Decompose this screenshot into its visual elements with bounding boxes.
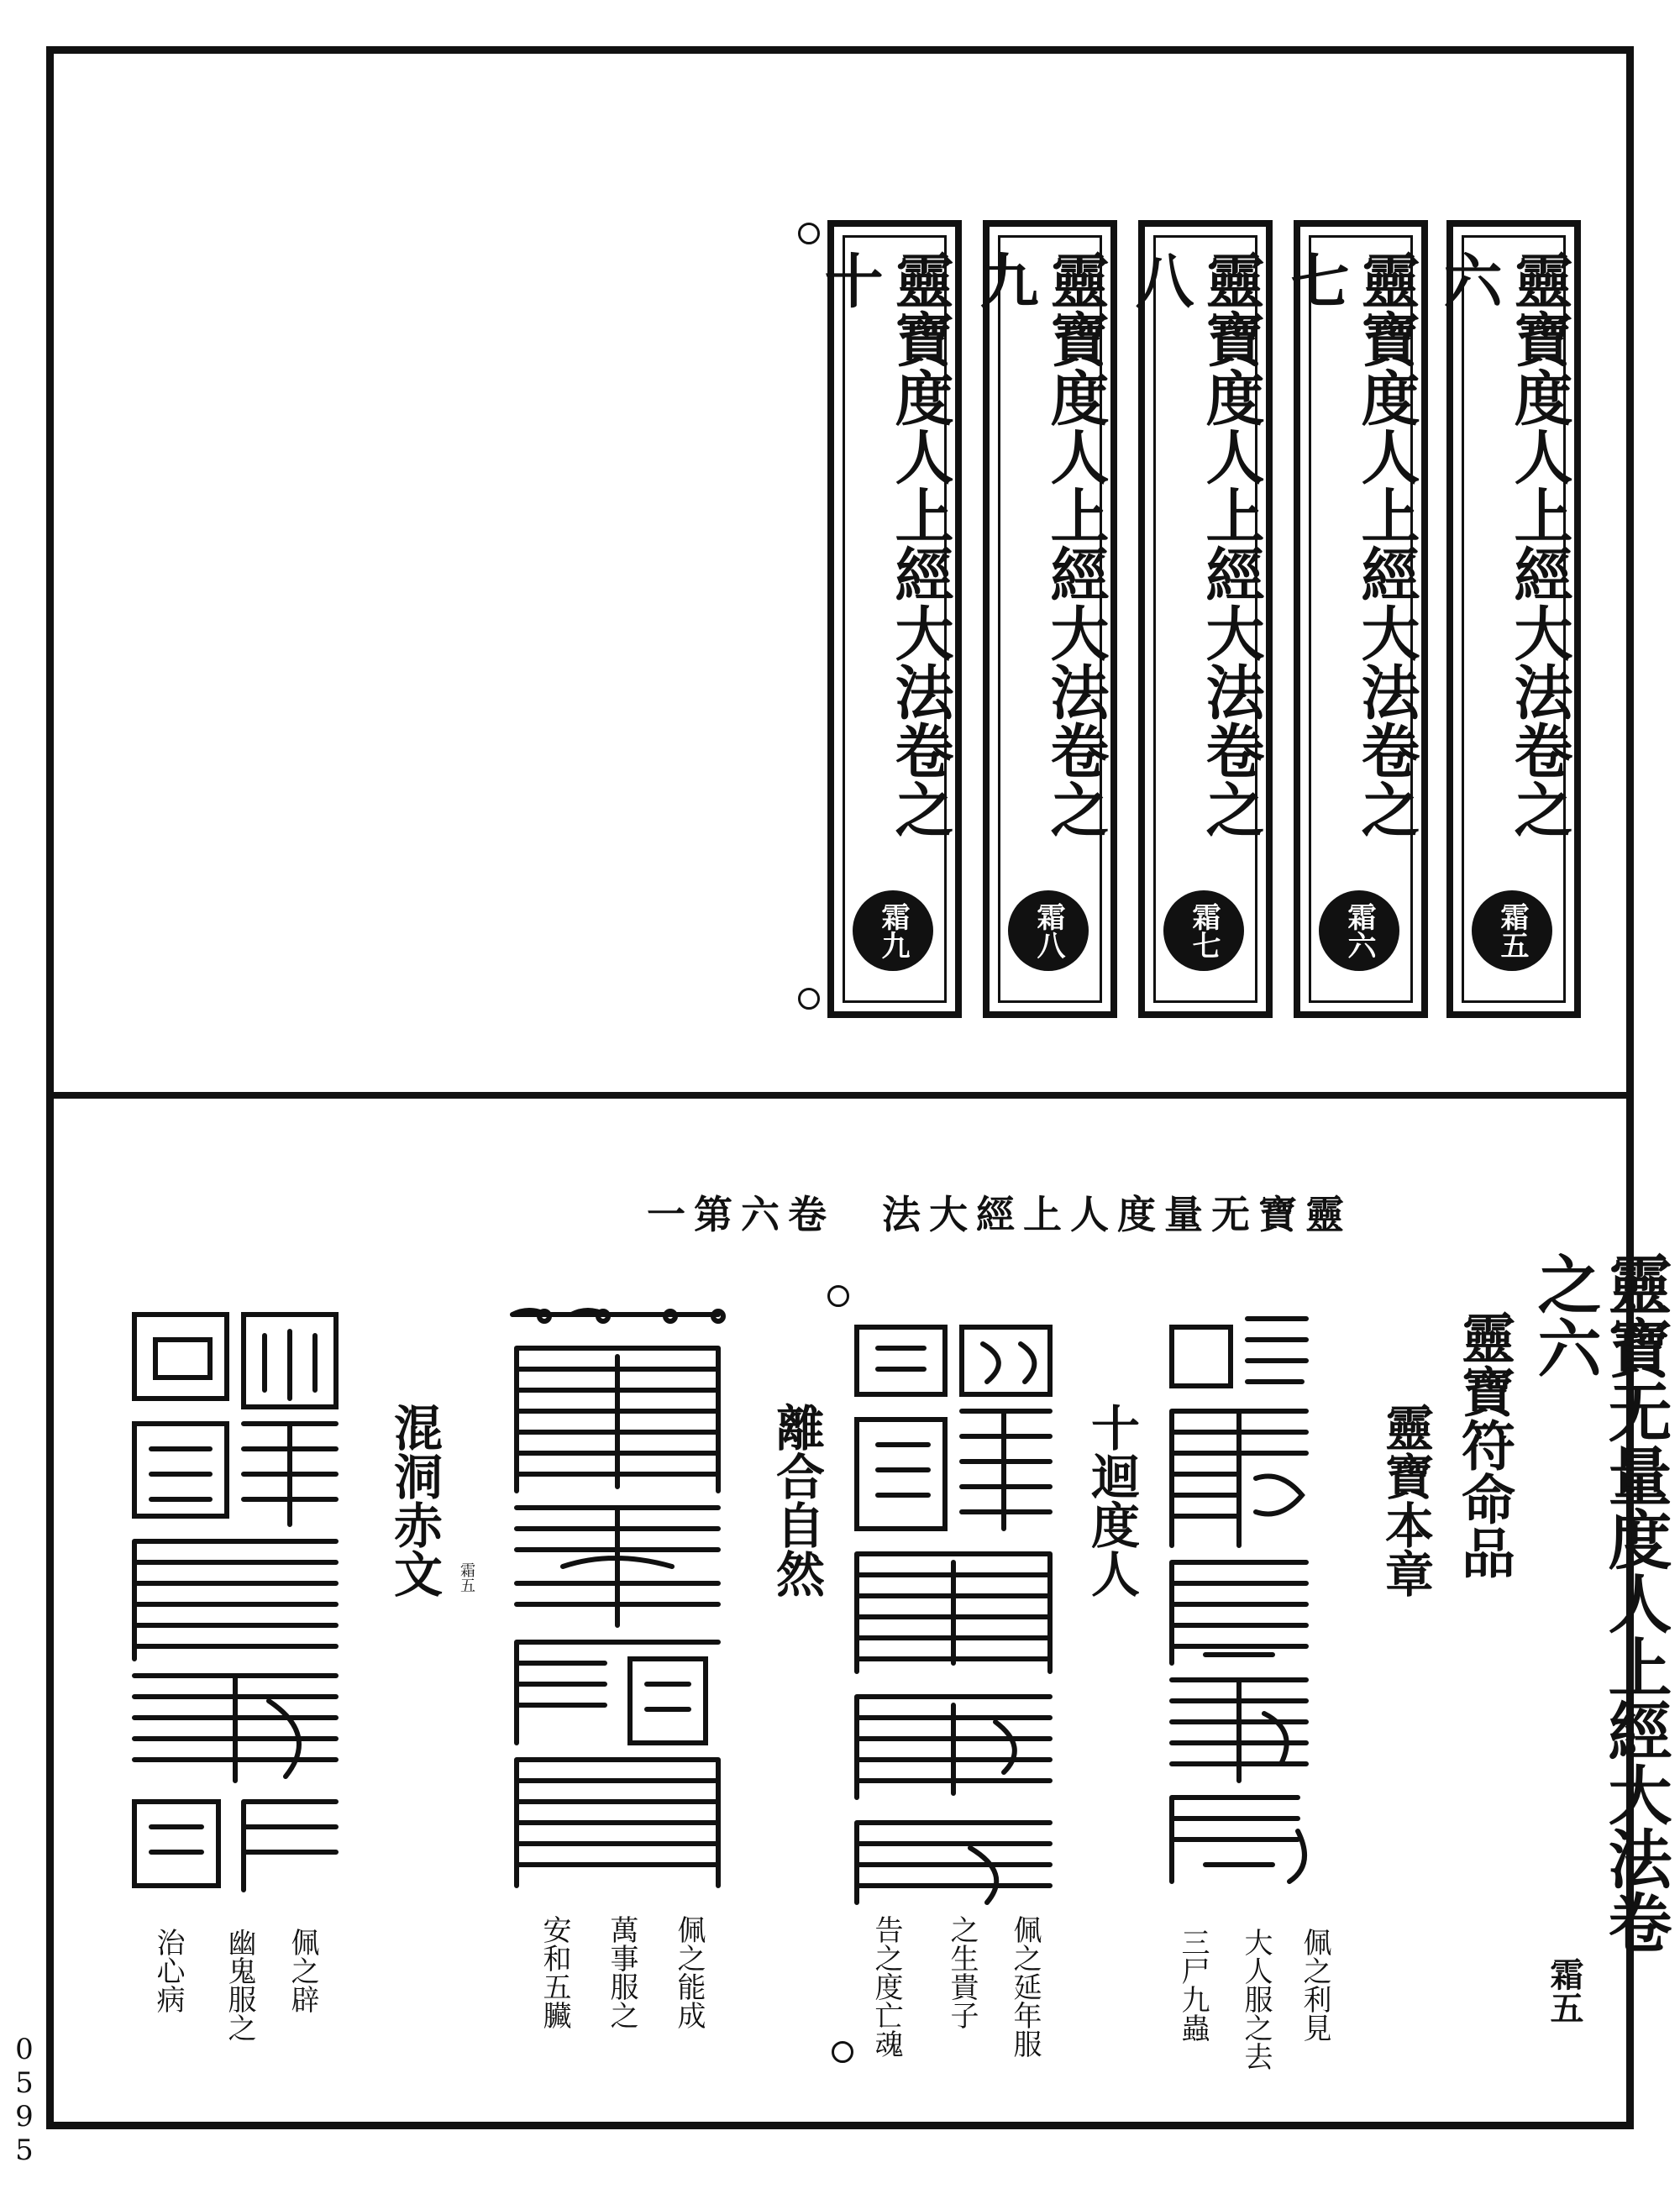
subtitle-chapter: 靈寶符命品 [1452,1310,1515,1579]
volume-cover-10 [815,220,962,1018]
volume-mark: 霜五 [1545,1957,1584,2024]
volume-cover-7 [1281,220,1428,1018]
talisman-note-4-line-2: 幽鬼服之 [223,1928,256,2042]
binding-hole-top [798,223,820,244]
cover-seal [853,890,933,971]
subtitle-section: 靈寶本章 [1377,1403,1434,1598]
cover-seal-text: 霜六 [1342,902,1376,959]
cover-title: 靈寶度人上經大法卷之六 [1434,250,1574,838]
talisman-note-1-line-3: 三尸九蟲 [1176,1928,1210,2042]
volume-cover-8 [1126,220,1273,1018]
talisman-note-2-line-2: 之生貴子 [945,1915,979,2029]
talisman-note-2-line-1: 佩之延年服 [1008,1915,1042,2058]
talisman-glyph-3 [504,1306,731,1894]
binding-hole-lower [827,1285,849,1307]
cover-seal-text: 霜八 [1032,902,1065,959]
talisman-label-1: 十迴度人 [1083,1403,1140,1598]
main-title: 靈寶无量度人上經大法卷之六 [1527,1252,1672,1954]
volume-cover-6 [1434,220,1581,1018]
cover-seal [1008,890,1089,971]
cover-title: 靈寶度人上經大法卷之九 [970,250,1110,838]
cover-seal-text: 霜五 [1495,902,1529,959]
cover-title: 靈寶度人上經大法卷之十 [815,250,955,838]
cover-title: 靈寶度人上經大法卷之八 [1126,250,1266,838]
talisman-note-4-line-3: 治心病 [151,1928,185,2013]
talisman-glyph-1 [1155,1294,1323,1898]
cover-seal [1319,890,1399,971]
talisman-label-2: 離合自然 [768,1403,825,1598]
talisman-small-mark: 霜五 [458,1562,475,1593]
talisman-note-3-line-1: 佩之能成 [672,1915,706,2029]
talisman-note-4-line-1: 佩之辟 [286,1928,319,2013]
page-divider [46,1092,1634,1099]
binding-hole-bottom [798,988,820,1010]
talisman-label-3: 混洞赤文 [386,1403,443,1598]
cover-seal-text: 霜九 [876,902,910,959]
cover-title: 靈寶度人上經大法卷之七 [1281,250,1421,838]
talisman-glyph-4 [118,1298,353,1902]
binding-hole-lower-2 [832,2041,853,2063]
talisman-note-3-line-3: 安和五臟 [538,1915,571,2029]
cover-seal [1163,890,1244,971]
volume-cover-9 [970,220,1117,1018]
page-header: 一第六卷 法大經上人度量无寶靈 [647,1192,1352,1237]
talisman-glyph-2 [844,1310,1063,1915]
cover-seal [1472,890,1552,971]
talisman-note-1-line-2: 大人服之去 [1239,1928,1273,2070]
talisman-note-1-line-1: 佩之利見 [1298,1928,1331,2042]
page-number: 0595 [8,2033,41,2167]
talisman-note-2-line-3: 告之度亡魂 [869,1915,903,2058]
cover-seal-text: 霜七 [1187,902,1221,959]
talisman-note-3-line-2: 萬事服之 [605,1915,638,2029]
